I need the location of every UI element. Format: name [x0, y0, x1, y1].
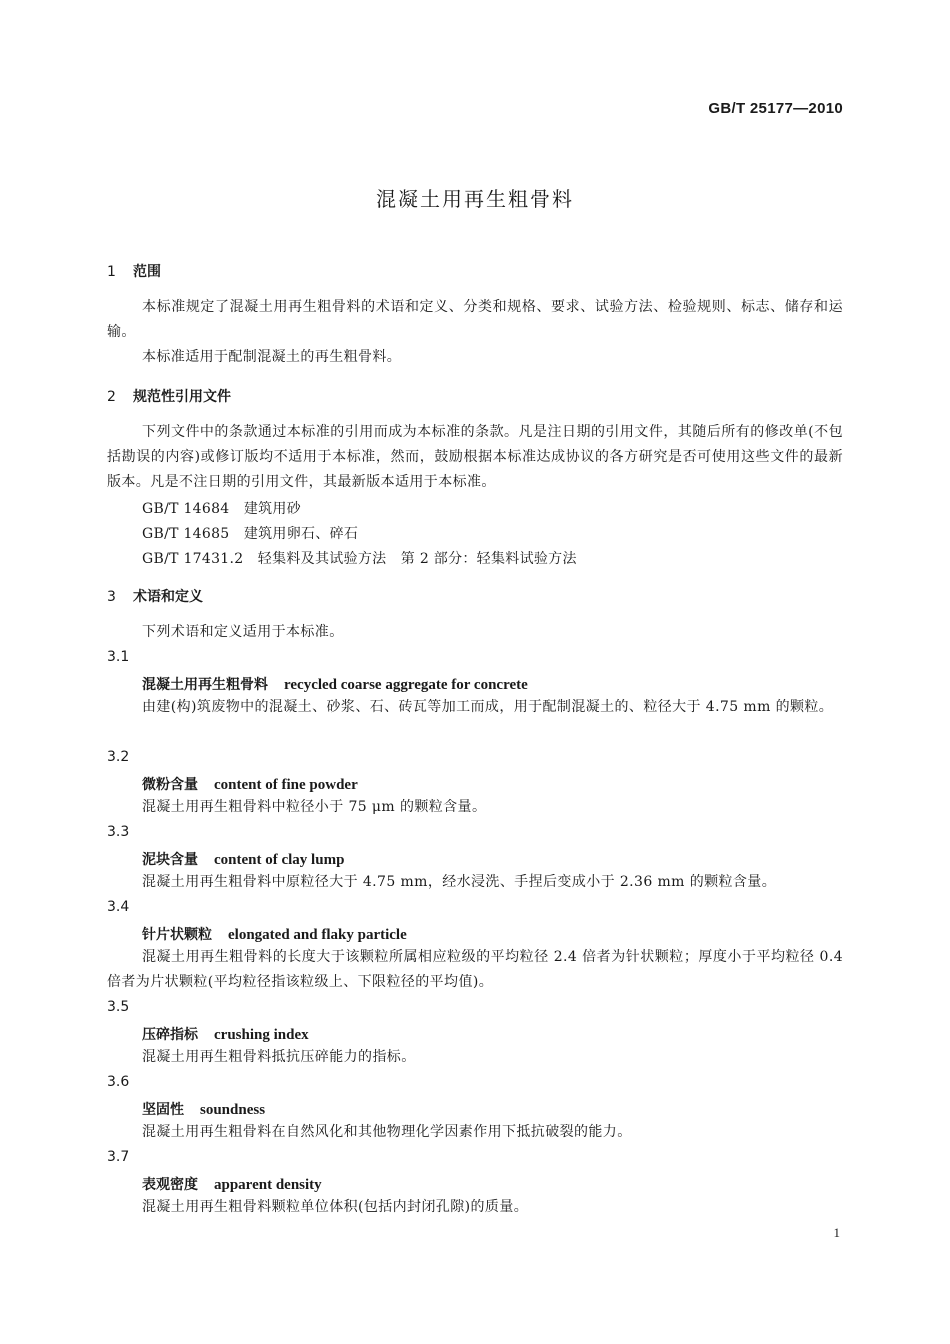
term-definition: 混凝土用再生粗骨料在自然风化和其他物理化学因素作用下抵抗破裂的能力。: [142, 1124, 632, 1140]
term-en: elongated and flaky particle: [228, 927, 407, 943]
term-entry: [107, 774, 878, 794]
clause-number: 3.6: [107, 1074, 130, 1090]
term-en: recycled coarse aggregate for concrete: [284, 677, 528, 693]
term-definition: 由建(构)筑废物中的混凝土、砂浆、石、砖瓦等加工而成，用于配制混凝土的、粒径大于 4.75 mm 的颗粒。: [142, 699, 834, 715]
term-en: content of fine powder: [214, 777, 358, 793]
section-number: 3: [107, 589, 116, 605]
clause-number: 3.5: [107, 999, 130, 1015]
clause-number: 3.7: [107, 1149, 130, 1165]
clause-number: 3.1: [107, 649, 130, 665]
term-zh: 混凝土用再生粗骨料: [142, 677, 268, 693]
normative-reference: GB/T 14684 建筑用砂: [142, 501, 302, 517]
term-definition: 混凝土用再生粗骨料颗粒单位体积(包括内封闭孔隙)的质量。: [142, 1199, 529, 1215]
term-entry: [107, 1174, 878, 1194]
section-2-heading: [107, 386, 843, 406]
section-title: 规范性引用文件: [133, 389, 231, 405]
term-en: crushing index: [214, 1027, 309, 1043]
paragraph: 下列文件中的条款通过本标准的引用而成为本标准的条款。凡是注日期的引用文件，其随后所有的修改单(不包括勘误的内容)或修订版均不适用于本标准，然而，鼓励根据本标准达成协议的各方研究是否可使用这些文件的最新版本。凡是不注日期的引用文件，其最新版本适用于本标准。: [107, 424, 843, 490]
term-en: soundness: [200, 1102, 266, 1118]
section-title: 范围: [133, 264, 161, 280]
term-en: apparent density: [214, 1177, 322, 1193]
term-definition: 混凝土用再生粗骨料的长度大于该颗粒所属相应粒级的平均粒径 2.4 倍者为针状颗粒；厚度小于平均粒径 0.4 倍者为片状颗粒(平均粒径指该粒级上、下限粒径的平均值)。: [107, 949, 843, 990]
term-zh: 微粉含量: [142, 777, 198, 793]
term-entry: [107, 849, 878, 869]
term-zh: 压碎指标: [142, 1027, 198, 1043]
clause-number: 3.4: [107, 899, 130, 915]
page-number: 1: [833, 1225, 840, 1240]
standard-id: GB/T 25177—2010: [708, 100, 843, 117]
term-zh: 泥块含量: [142, 852, 198, 868]
term-entry: [107, 924, 878, 944]
term-definition: 混凝土用再生粗骨料抵抗压碎能力的指标。: [142, 1049, 416, 1065]
section-3-heading: [107, 586, 843, 606]
normative-reference: GB/T 14685 建筑用卵石、碎石: [142, 526, 359, 542]
section-1-heading: [107, 261, 843, 281]
term-zh: 坚固性: [142, 1102, 184, 1118]
term-definition: 混凝土用再生粗骨料中原粒径大于 4.75 mm，经水浸洗、手捏后变成小于 2.36 mm 的颗粒含量。: [142, 874, 777, 890]
normative-reference: GB/T 17431.2 轻集料及其试验方法 第 2 部分：轻集料试验方法: [142, 551, 577, 567]
paragraph: 下列术语和定义适用于本标准。: [142, 624, 344, 640]
paragraph: 本标准规定了混凝土用再生粗骨料的术语和定义、分类和规格、要求、试验方法、检验规则、标志、储存和运输。: [107, 299, 843, 340]
term-entry: [107, 674, 878, 694]
term-zh: 表观密度: [142, 1177, 198, 1193]
section-number: 2: [107, 389, 116, 405]
term-entry: [107, 1024, 878, 1044]
clause-number: 3.3: [107, 824, 130, 840]
term-entry: [107, 1099, 878, 1119]
section-number: 1: [107, 264, 116, 280]
clause-number: 3.2: [107, 749, 130, 765]
term-definition: 混凝土用再生粗骨料中粒径小于 75 μm 的颗粒含量。: [142, 799, 487, 815]
section-title: 术语和定义: [133, 589, 203, 605]
document-title: 混凝土用再生粗骨料: [376, 187, 574, 211]
term-zh: 针片状颗粒: [142, 927, 212, 943]
term-en: content of clay lump: [214, 852, 345, 868]
paragraph: 本标准适用于配制混凝土的再生粗骨料。: [142, 349, 402, 365]
